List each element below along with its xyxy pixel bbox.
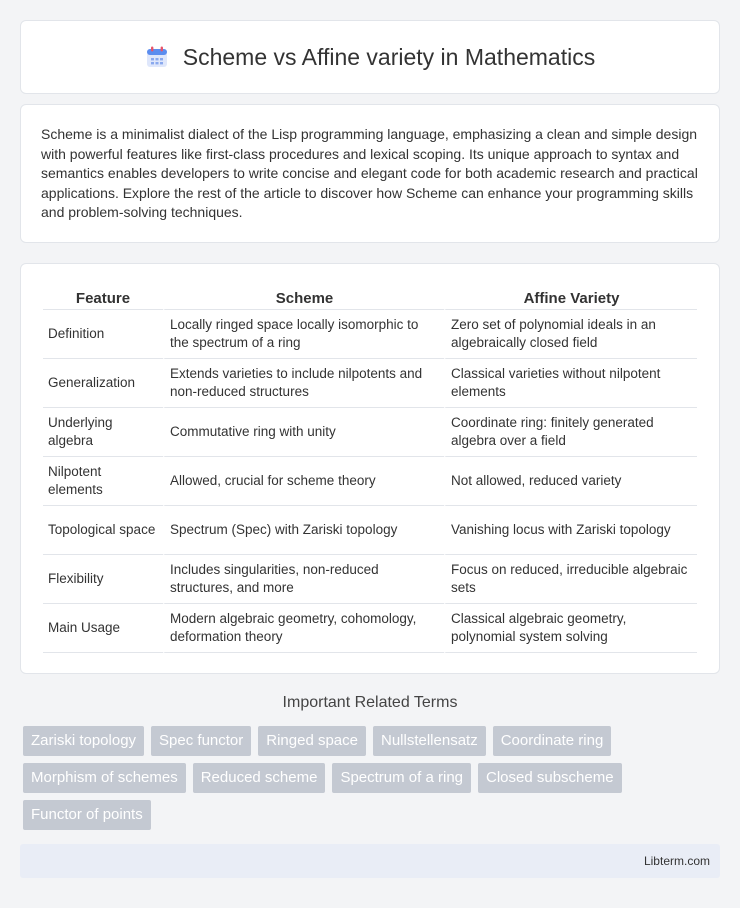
related-term-tag[interactable]: Zariski topology (23, 726, 144, 756)
table-cell-scheme: Extends varieties to include nilpotents and non-reduced structures (163, 359, 444, 408)
page-title: Scheme vs Affine variety in Mathematics (182, 43, 596, 70)
calendar-icon (145, 45, 169, 69)
table-cell-feature: Underlying algebra (43, 408, 163, 457)
table-row (43, 604, 697, 653)
related-term-tag[interactable]: Spectrum of a ring (332, 763, 471, 793)
related-term-tag[interactable]: Closed subscheme (478, 763, 622, 793)
related-term-tag[interactable]: Spec functor (151, 726, 251, 756)
table-row (43, 310, 697, 359)
related-terms-title: Important Related Terms (282, 694, 458, 711)
column-header-feature: Feature (43, 284, 163, 310)
table-row (43, 555, 697, 604)
table-cell-affine: Zero set of polynomial ideals in an algebraically closed field (444, 310, 697, 359)
comparison-table (43, 284, 697, 653)
table-header-row (43, 284, 697, 310)
table-cell-affine: Focus on reduced, irreducible algebraic sets (444, 555, 697, 604)
table-cell-feature: Generalization (43, 359, 163, 408)
related-term-tag[interactable]: Morphism of schemes (23, 763, 186, 793)
related-terms-list (23, 726, 723, 830)
table-cell-scheme: Includes singularities, non-reduced structures, and more (163, 555, 444, 604)
intro-card (20, 104, 720, 243)
table-cell-feature: Topological space (43, 506, 163, 555)
table-cell-feature: Main Usage (43, 604, 163, 653)
table-cell-scheme: Locally ringed space locally isomorphic to the spectrum of a ring (163, 310, 444, 359)
table-cell-scheme: Spectrum (Spec) with Zariski topology (163, 506, 444, 555)
related-term-tag[interactable]: Functor of points (23, 800, 151, 830)
table-cell-affine: Coordinate ring: finitely generated algebra over a field (444, 408, 697, 457)
table-cell-affine: Classical varieties without nilpotent elements (444, 359, 697, 408)
table-row (43, 457, 697, 506)
related-term-tag[interactable]: Ringed space (258, 726, 366, 756)
table-cell-affine: Vanishing locus with Zariski topology (444, 506, 697, 555)
table-cell-feature: Definition (43, 310, 163, 359)
footer-brand-link[interactable]: Libterm.com (643, 854, 710, 868)
table-row (43, 506, 697, 555)
table-cell-feature: Nilpotent elements (43, 457, 163, 506)
column-header-scheme: Scheme (163, 284, 444, 310)
table-cell-scheme: Commutative ring with unity (163, 408, 444, 457)
footer (20, 844, 720, 878)
table-cell-affine: Not allowed, reduced variety (444, 457, 697, 506)
header-card (20, 20, 720, 94)
table-row (43, 359, 697, 408)
table-cell-scheme: Modern algebraic geometry, cohomology, deformation theory (163, 604, 444, 653)
intro-text: Scheme is a minimalist dialect of the Lisp programming language, emphasizing a clean and simple design with powerful features like first-class procedures and lexical scoping. Its unique approach to syntax and semantics enables developers to write concise and elegant code for both academic research and practical applications. Explore the rest of the article to discover how Scheme can enhance your programming skills and problem-solving techniques. (41, 126, 698, 220)
related-term-tag[interactable]: Coordinate ring (493, 726, 612, 756)
column-header-affine-variety: Affine Variety (444, 284, 697, 310)
table-row (43, 408, 697, 457)
related-term-tag[interactable]: Nullstellensatz (373, 726, 486, 756)
related-term-tag[interactable]: Reduced scheme (193, 763, 326, 793)
table-cell-scheme: Allowed, crucial for scheme theory (163, 457, 444, 506)
comparison-card (20, 263, 720, 674)
table-cell-affine: Classical algebraic geometry, polynomial system solving (444, 604, 697, 653)
table-cell-feature: Flexibility (43, 555, 163, 604)
